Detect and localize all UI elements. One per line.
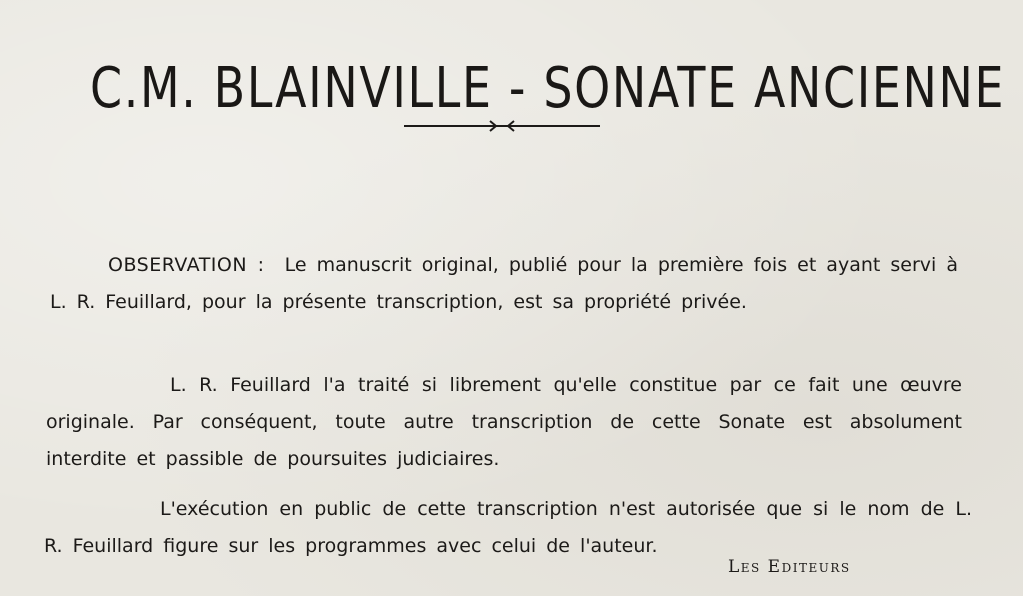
observation-text: Le manuscrit original, publié pour la première fois et ayant servi à L. R. Feuillard, pour la présente transcription, est sa propriété privée. (50, 254, 958, 313)
paragraph-2: L. R. Feuillard l'a traité si librement qu'elle constitue par ce fait une œuvre originale. Par conséquent, toute autre transcription de cette Sonate est absolument interdite et passible de poursuites judiciaires. (46, 374, 962, 470)
paragraph-3: L'exécution en public de cette transcription n'est autorisée que si le nom de L. R. Feuillard figure sur les programmes avec celui de l'auteur. (44, 498, 972, 557)
observation-paragraph (50, 247, 958, 321)
page-title: C.M. BLAINVILLE - SONATE ANCIENNE (90, 55, 1006, 121)
publisher-signature: Les Editeurs (728, 557, 851, 577)
ornament-divider-icon (404, 118, 600, 134)
observation-label: OBSERVATION : (108, 254, 265, 276)
